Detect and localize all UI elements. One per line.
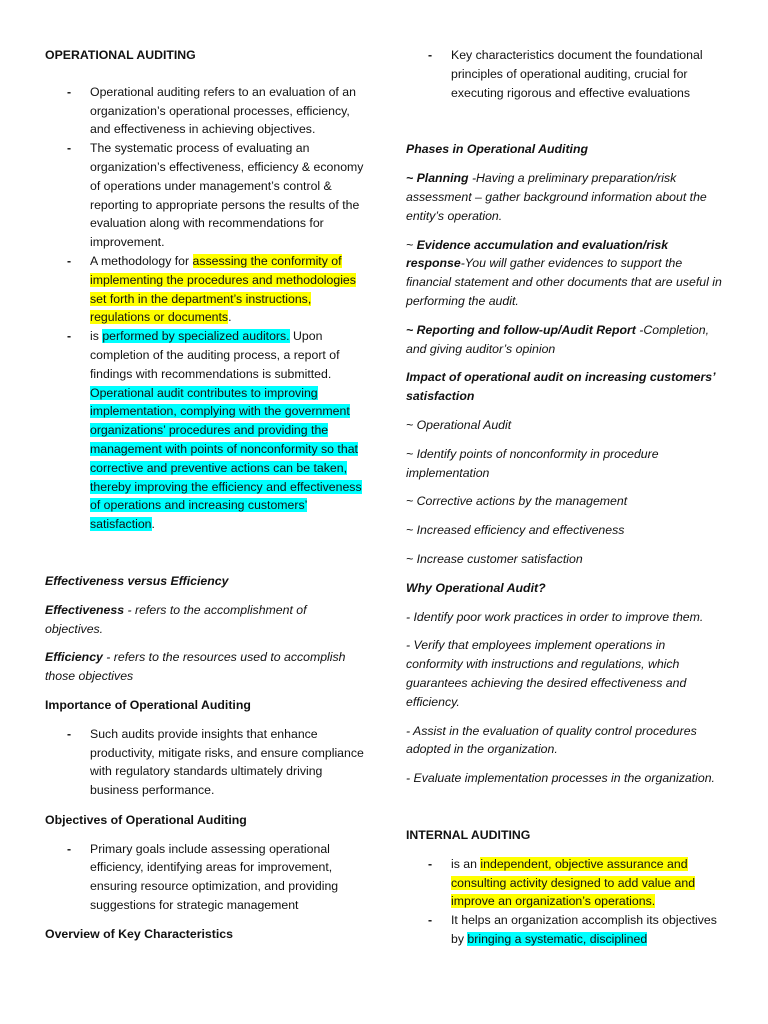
- highlighted-text: independent, objective assurance and consulting activity designed to add value and improve an organization’s operations.: [451, 856, 696, 909]
- text-run: is an: [451, 856, 481, 871]
- list-item: - Primary goals include assessing operational efficiency, identifying areas for improvement, ensuring resource optimization, and providing suggestions for strategic management: [45, 840, 367, 915]
- left-column: [45, 46, 367, 944]
- phases-heading: Phases in Operational Auditing: [406, 142, 588, 157]
- impact-item: ~ Operational Audit: [406, 417, 512, 432]
- highlighted-text: assessing the conformity of implementing the procedures and methodologies set forth in the department’s instructions, regulations or documents: [90, 253, 356, 325]
- importance-list: [45, 725, 367, 800]
- text-run: .: [228, 310, 232, 325]
- definition: - refers to the resources used to accomplish those objectives: [45, 650, 346, 684]
- text-run: A methodology for: [90, 253, 193, 268]
- term: Evidence accumulation and evaluation/risk response: [406, 237, 669, 271]
- efficiency-definition: [45, 648, 367, 686]
- list-item: [45, 252, 367, 327]
- why-item: - Verify that employees implement operations in conformity with instructions and regulations, which guarantees achieving the desired effectiveness and efficiency.: [406, 638, 687, 709]
- term: ~ Reporting and follow-up/Audit Report: [406, 322, 636, 337]
- why-item: - Identify poor work practices in order to improve them.: [406, 609, 704, 624]
- list-item: [45, 327, 367, 534]
- effectiveness-vs-efficiency-heading: Effectiveness versus Efficiency: [45, 573, 229, 588]
- impact-item: ~ Identify points of nonconformity in procedure implementation: [406, 446, 659, 480]
- impact-item: ~ Increased efficiency and effectiveness: [406, 523, 625, 538]
- internal-auditing-heading: INTERNAL AUDITING: [406, 827, 531, 842]
- objectives-heading: Objectives of Operational Auditing: [45, 812, 247, 827]
- list-item: [406, 855, 724, 911]
- operational-auditing-heading: OPERATIONAL AUDITING: [45, 48, 196, 62]
- text-run: ~: [406, 237, 417, 252]
- list-item: - The systematic process of evaluating an organization’s effectiveness, efficiency & economy of operations under management’s control & reporting to appropriate persons the results of the evaluation along with recommendations for improvement.: [45, 139, 367, 252]
- why-item: - Assist in the evaluation of quality control procedures adopted in the organization.: [406, 723, 697, 757]
- definition: -You will gather evidences to support the financial statement and other documents that are useful in performing the audit.: [406, 256, 722, 308]
- text-run: .: [151, 517, 155, 532]
- highlighted-text: Operational audit contributes to improving implementation, complying with the government organizations’ procedures and providing the management with points of nonconformity so that corrective and preventive actions can be taken, thereby improving the efficiency and effectiveness of operations and increasing customers’ satisfaction: [90, 385, 362, 532]
- objectives-list: [45, 840, 367, 915]
- definition: -Completion, and giving auditor’s opinion: [406, 322, 709, 356]
- text-run: It helps an organization accomplish its objectives by: [451, 913, 717, 946]
- right-column: [406, 46, 724, 949]
- definition: -Having a preliminary preparation/risk assessment – gather background information about the entity’s operation.: [406, 171, 707, 223]
- impact-heading: Impact of operational audit on increasing customers’ satisfaction: [406, 370, 716, 404]
- why-item: - Evaluate implementation processes in the organization.: [406, 771, 715, 786]
- internal-auditing-list: [406, 855, 724, 949]
- definition: - refers to the accomplishment of objectives.: [45, 602, 307, 636]
- phase-reporting: [406, 321, 724, 359]
- term: ~ Planning: [406, 171, 469, 186]
- text-run: is: [90, 329, 103, 344]
- key-characteristics-list: [406, 46, 724, 102]
- importance-heading: Importance of Operational Auditing: [45, 697, 251, 712]
- operational-auditing-list: [45, 83, 367, 534]
- list-item: - Such audits provide insights that enhance productivity, mitigate risks, and ensure compliance with regulatory standards ultimately driving business performance.: [45, 725, 367, 800]
- phase-evidence: [406, 236, 724, 311]
- term: Effectiveness: [45, 602, 125, 617]
- list-item: - Key characteristics document the foundational principles of operational auditing, crucial for executing rigorous and effective evaluations: [406, 46, 724, 102]
- term: Efficiency: [45, 650, 103, 665]
- phase-planning: [406, 169, 724, 225]
- highlighted-text: bringing a systematic, disciplined: [467, 931, 648, 946]
- list-item: - Operational auditing refers to an evaluation of an organization’s operational processes, efficiency, and effectiveness in achieving objectives.: [45, 83, 367, 139]
- text-run: Upon completion of the auditing process, a report of findings with recommendations is submitted.: [90, 329, 340, 381]
- impact-item: ~ Corrective actions by the management: [406, 494, 628, 509]
- impact-item: ~ Increase customer satisfaction: [406, 551, 583, 566]
- overview-heading: Overview of Key Characteristics: [45, 926, 233, 941]
- why-heading: Why Operational Audit?: [406, 580, 546, 595]
- effectiveness-definition: [45, 601, 367, 639]
- list-item: [406, 911, 724, 949]
- highlighted-text: performed by specialized auditors.: [102, 329, 290, 344]
